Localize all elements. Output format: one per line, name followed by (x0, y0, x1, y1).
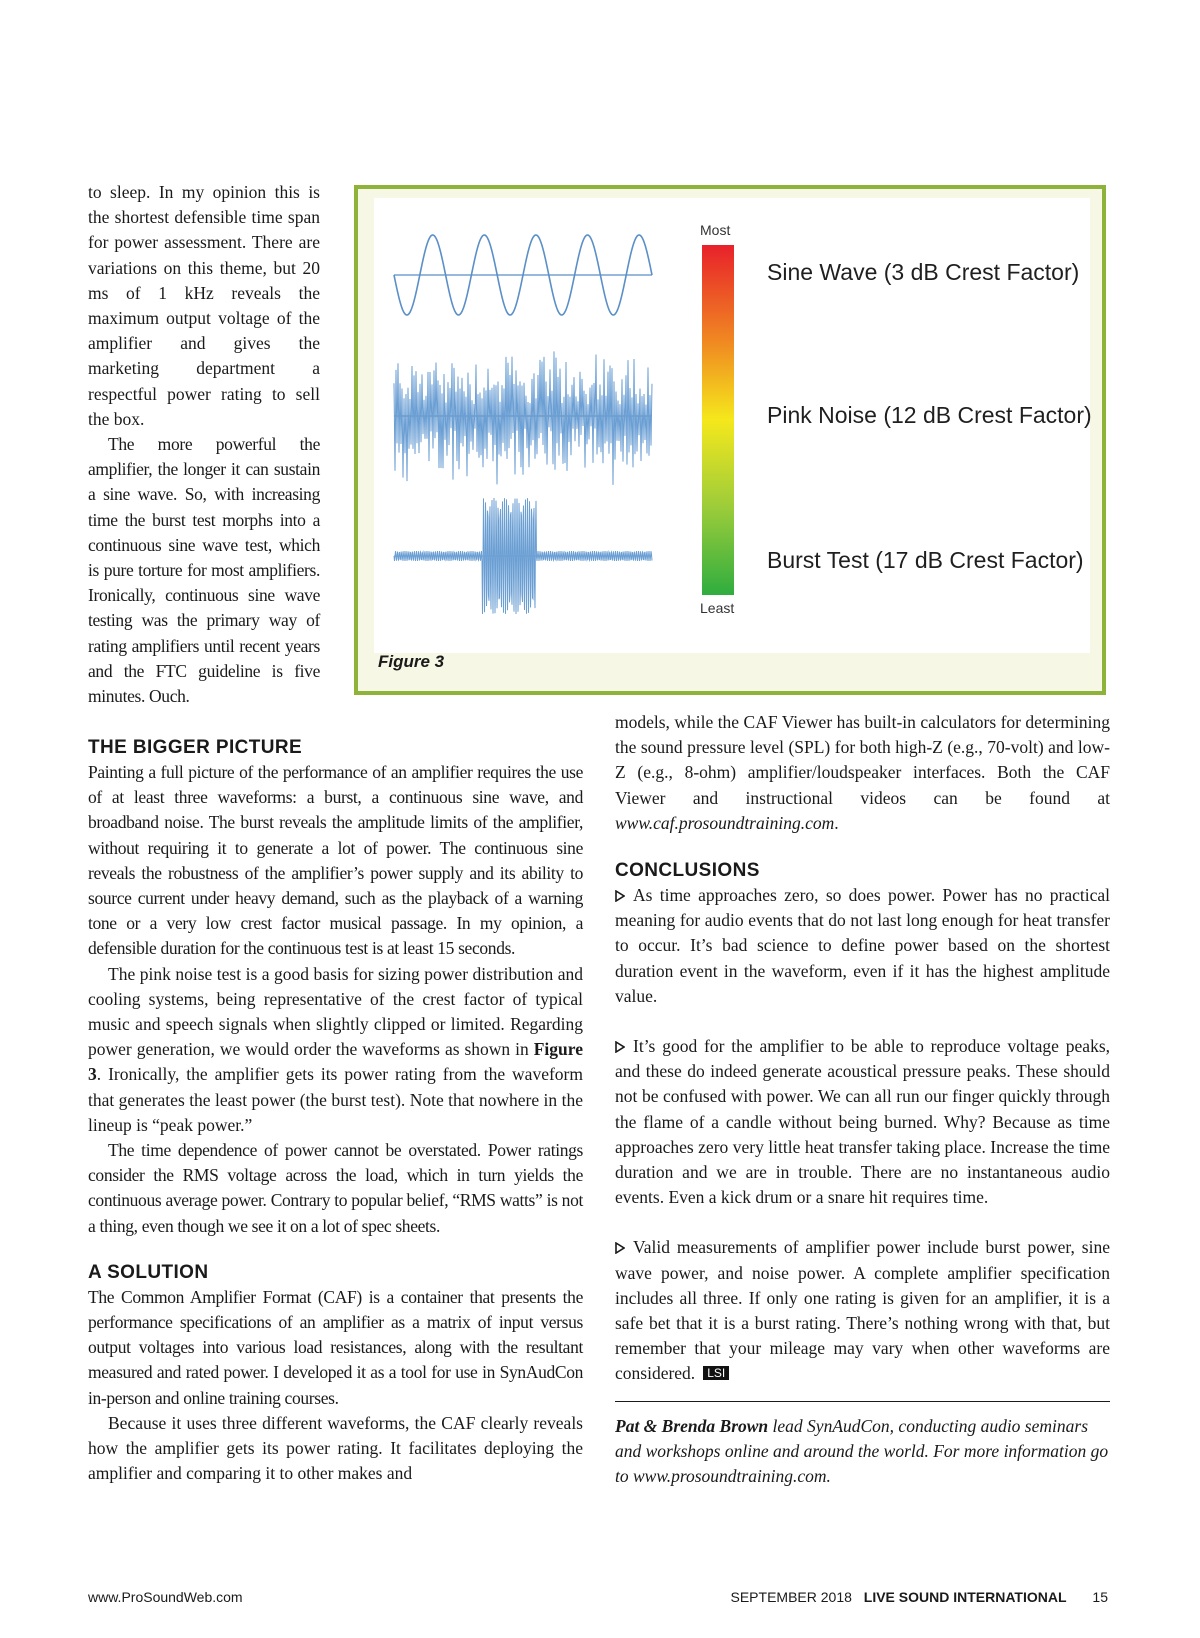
footer-issue-date: SEPTEMBER 2018 (730, 1589, 852, 1605)
bio-paragraph (615, 1414, 1110, 1490)
footer-magazine: LIVE SOUND INTERNATIONAL (863, 1589, 1067, 1605)
bigger-picture-paragraph-2 (88, 962, 583, 1138)
burst-test-label: Burst Test (17 dB Crest Factor) (767, 547, 1084, 573)
intro-paragraph-2: The more powerful the amplifier, the longer it can sustain a sine wave. So, with increasing time the burst test morphs into a continuous sine wave test, which is pure torture for most amplifiers. Ironically, continuous sine wave testing was the primary way of rating amplifiers until recent years and the FTC guideline is five minutes. Ouch. (88, 434, 320, 707)
para2-text-b: . Ironically, the amplifier gets its power rating from the waveform that generates the least power (the burst test). Note that nowhere in the lineup is “peak power.” (88, 1064, 583, 1135)
caf-text: models, while the CAF Viewer has built-in calculators for determining the sound pressure level (SPL) for both high-Z (e.g., 70-volt) and low-Z (e.g., 8-ohm) amplifier/loudspeaker interfaces. Both the CAF Viewer and instructional videos can be found at (615, 712, 1110, 808)
bigger-picture-paragraph-1: Painting a full picture of the performance of an amplifier requires the use of at least three waveforms: a burst, a continuous sine wave, and broadband noise. The burst reveals the amplitude limits of the amplifier, without requiring it to generate a lot of power. The continuous sine reveals the robustness of the amplifier’s power supply and its ability to source current under heavy demand, such as the playback of a warning tone or a very low crest factor musical passage. In my opinion, a defensible duration for the continuous test is at least 15 seconds. (88, 762, 583, 959)
scale-most-label: Most (700, 222, 731, 238)
figure-panel (374, 198, 1090, 653)
lsi-end-mark: LSI (703, 1366, 729, 1380)
conclusion-text-3: Valid measurements of amplifier power include burst power, sine wave power, and noise power. A complete amplifier specification includes all three. If only one rating is given for an amplifier, it is a safe bet that it is a burst rating. There’s nothing wrong with that, but remember that your mileage may vary when other waveforms are considered. (615, 1237, 1110, 1384)
figure-caption: Figure 3 (378, 652, 445, 671)
intro-paragraph-1: to sleep. In my opinion this is the shortest defensible time span for power assessment. There are variations on this theme, but 20 ms of 1 kHz reveals the maximum output voltage of the amplifier and gives the marketing department a respectful power rating to sell the box. (88, 182, 320, 429)
pink-noise-label: Pink Noise (12 dB Crest Factor) (767, 402, 1092, 428)
footer-issue-info (731, 1589, 1109, 1605)
figure-3 (354, 185, 1106, 695)
footer-page-number: 15 (1092, 1589, 1108, 1605)
solution-paragraph-2-continued (615, 710, 1110, 836)
author-names: Pat & Brenda Brown (615, 1415, 769, 1436)
para2-text-a: The pink noise test is a good basis for sizing power distribution and cooling systems, being representative of the crest factor of typical music and speech signals when slightly clipped or limited. Regarding power generation, we would order the waveforms as shown in (88, 963, 583, 1060)
crest-factor-scale (702, 245, 734, 595)
bullet-arrow-icon (615, 1041, 625, 1053)
bigger-picture-paragraph-3: The time dependence of power cannot be overstated. Power ratings consider the RMS voltage across the load, which in turn yields the continuous average power. Contrary to popular belief, “RMS watts” is not a thing, even though we see it on a lot of spec sheets. (88, 1140, 583, 1236)
conclusion-bullet-1 (615, 883, 1110, 1009)
conclusion-bullet-2 (615, 1034, 1110, 1210)
burst-wave (394, 498, 652, 614)
intro-column (88, 180, 320, 709)
conclusion-bullet-3 (615, 1235, 1110, 1386)
solution-heading: A SOLUTION (88, 1261, 209, 1283)
scale-least-label: Least (700, 600, 735, 616)
bullet-arrow-icon (615, 1242, 625, 1254)
right-column (615, 710, 1110, 1489)
caf-link[interactable]: www.caf.prosoundtraining.com (615, 812, 835, 833)
caf-text-end: . (834, 812, 839, 833)
bullet-arrow-icon (615, 890, 625, 902)
author-bio (615, 1401, 1110, 1490)
conclusion-text-1: As time approaches zero, so does power. Power has no practical meaning for audio events that do not last long enough for heat transfer to occur. It’s bad science to define power based on the shortest duration event in the waveform, even if it has the highest amplitude value. (615, 885, 1110, 1006)
left-column (88, 735, 583, 1486)
conclusion-text-2: It’s good for the amplifier to be able to reproduce voltage peaks, and these do indeed generate acoustical pressure peaks. These should not be confused with power. We can all run our finger quickly through the flame of a candle without being burned. Why? Because as time approaches zero very little heat transfer taking place. Increase the time duration and we are in trouble. There are no instantaneous audio events. Even a kick drum or a snare hit requires time. (615, 1036, 1110, 1208)
bigger-picture-heading: THE BIGGER PICTURE (88, 737, 303, 758)
conclusions-heading: CONCLUSIONS (615, 860, 760, 882)
solution-paragraph-2: Because it uses three different waveforms, the CAF clearly reveals how the amplifier gets its power rating. It facilitates deploying the amplifier and comparing it to other makes and (88, 1412, 583, 1484)
solution-paragraph-1: The Common Amplifier Format (CAF) is a container that presents the performance specifications of an amplifier as a matrix of input versus output voltages into various load resistances, along with the resultant measured and rated power. I developed it as a tool for use in SynAudCon in-person and online training courses. (88, 1286, 583, 1408)
sine-wave-label: Sine Wave (3 dB Crest Factor) (767, 259, 1080, 285)
bio-text: lead SynAudCon, conducting audio seminars and workshops online and around the world. For more information go to www.prosoundtraining.com. (615, 1415, 1109, 1487)
figure-reference: Figure 3 (88, 1039, 583, 1085)
pink-noise-wave (394, 351, 652, 485)
footer-website: www.ProSoundWeb.com (88, 1589, 243, 1605)
